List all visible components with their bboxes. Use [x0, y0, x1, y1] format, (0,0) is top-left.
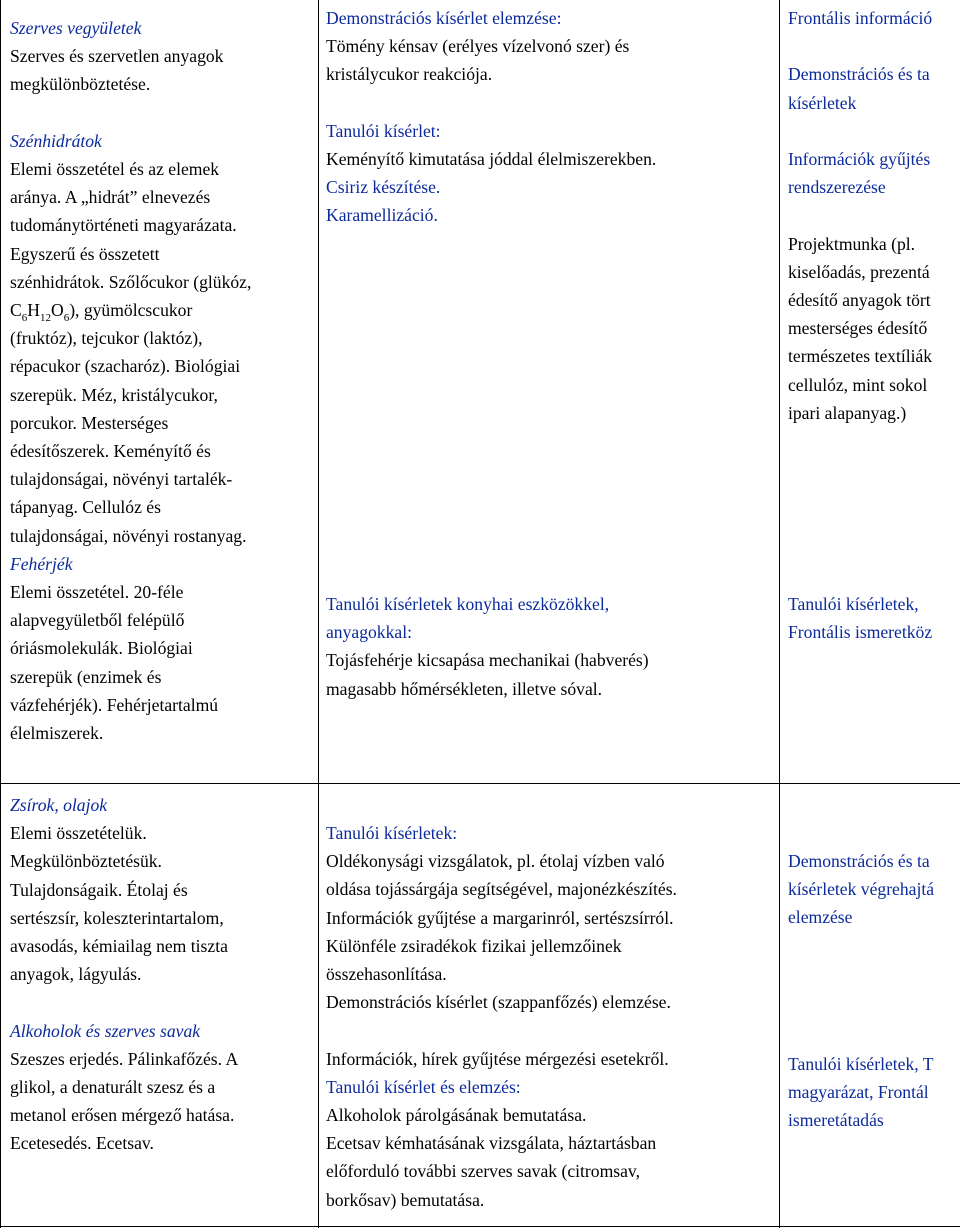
text-line: ismeretátadás [788, 1110, 884, 1131]
text-line: Tanulói kísérlet és elemzés: [326, 1076, 521, 1097]
text-line: glikol, a denaturált szesz és a [10, 1077, 216, 1098]
text-line: porcukor. Mesterséges [10, 412, 169, 433]
row-divider [0, 783, 960, 784]
text-line: szénhidrátok. Szőlőcukor (glükóz, [10, 271, 252, 292]
text-line: anyagokkal: [326, 622, 412, 643]
text-line: Szeszes erjedés. Pálinkafőzés. A [10, 1048, 239, 1069]
text-line: oldása tojássárgája segítségével, majonézkészítés. [326, 879, 677, 900]
text-line: megkülönböztetése. [10, 74, 151, 95]
text-line: Tanulói kísérletek: [326, 823, 458, 843]
text-line: Ecetsav kémhatásának vizsgálata, háztartásban [326, 1133, 657, 1154]
text-line: kísérletek [788, 92, 857, 113]
text-line: cellulóz, mint sokol [788, 374, 928, 395]
text-line: Frontális információ [788, 8, 933, 28]
text-line: vázfehérjék). Fehérjetartalmú [10, 694, 219, 715]
text-line: Alkoholok párolgásának bemutatása. [326, 1105, 587, 1126]
heading-alkoholok: Alkoholok és szerves savak [10, 1020, 201, 1041]
text-line: kiselőadás, prezentá [788, 261, 930, 282]
text-line: Demonstrációs kísérlet (szappanfőzés) elemzése. [326, 992, 671, 1013]
text-line: aránya. A „hidrát” elnevezés [10, 187, 211, 208]
text-line: Információk gyűjtése a margarinról, sertészsírról. [326, 907, 674, 928]
text-line: Elemi összetétel. 20-féle [10, 582, 184, 603]
text-line: mesterséges édesítő [788, 318, 928, 339]
column-divider-1 [318, 0, 319, 1228]
text-line: Különféle zsiradékok fizikai jellemzőinek [326, 935, 622, 956]
text-line: Demonstrációs és ta [788, 851, 930, 871]
text-line: összehasonlítása. [326, 964, 447, 985]
row1-methods-cell-bottom [788, 590, 960, 646]
text-line: Elemi összetétel és az elemek [10, 159, 220, 179]
text-line: Tanulói kísérletek, T [788, 1054, 934, 1074]
row1-activities-cell-bottom [326, 590, 781, 703]
text-line: borkősav) bemutatása. [326, 1189, 485, 1210]
row2-activities-cell [326, 819, 781, 1214]
text-line: szerepük. Méz, kristálycukor, [10, 384, 218, 405]
text-line: Tulajdonságaik. Étolaj és [10, 879, 188, 900]
text-line: Tanulói kísérletek konyhai eszközökkel, [326, 594, 610, 614]
row1-topics-cell [10, 14, 315, 747]
text-line: Információk gyűjtés [788, 148, 931, 169]
heading-szerves-vegyuletek: Szerves vegyületek [10, 18, 142, 38]
text-line: édesítő anyagok tört [788, 289, 931, 310]
text-line: ipari alapanyag.) [788, 402, 907, 423]
text-line: metanol erősen mérgező hatása. [10, 1105, 235, 1126]
text-line: Tömény kénsav (erélyes vízelvonó szer) és [326, 36, 630, 57]
text-line: magasabb hőmérsékleten, illetve sóval. [326, 678, 603, 699]
text-line: Megkülönböztetésük. [10, 851, 162, 872]
heading-zsirok-olajok: Zsírok, olajok [10, 795, 108, 815]
text-line: élelmiszerek. [10, 723, 104, 744]
text-line: Tanulói kísérlet: [326, 120, 441, 141]
text-line: tulajdonságai, növényi rostanyag. [10, 525, 247, 546]
text-line: Oldékonysági vizsgálatok, pl. étolaj vízben való [326, 851, 665, 872]
heading-feherjek: Fehérjék [10, 553, 73, 574]
text-line: Ecetesedés. Ecetsav. [10, 1133, 154, 1154]
text-line: alapvegyületből felépülő [10, 610, 185, 631]
text-line: kristálycukor reakciója. [326, 64, 493, 85]
text-line: tápanyag. Cellulóz és [10, 497, 161, 518]
text-line: szerepük (enzimek és [10, 666, 162, 687]
table-left-border [0, 0, 1, 1228]
text-line: anyagok, lágyulás. [10, 964, 142, 985]
text-line: kísérletek végrehajtá [788, 879, 935, 900]
row1-methods-cell-top [788, 4, 960, 427]
text-line: tudománytörténeti magyarázata. [10, 215, 237, 236]
text-line: (fruktóz), tejcukor (laktóz), [10, 328, 203, 349]
text-line: Egyszerű és összetett [10, 243, 160, 264]
text-line: Karamellizáció. [326, 205, 438, 226]
text-line: Frontális ismeretköz [788, 622, 933, 643]
row2-methods-cell-bottom [788, 1050, 960, 1135]
text-line: répacukor (szacharóz). Biológiai [10, 356, 241, 377]
text-line: Keményítő kimutatása jóddal élelmiszerekben. [326, 149, 657, 169]
row2-topics-cell [10, 791, 315, 1158]
text-line: Projektmunka (pl. [788, 233, 916, 254]
text-line: édesítőszerek. Keményítő és [10, 441, 211, 462]
row2-methods-cell-top [788, 847, 960, 932]
text-line: természetes textíliák [788, 346, 933, 367]
text-line: Tojásfehérje kicsapása mechanikai (habverés) [326, 650, 649, 671]
text-line: magyarázat, Frontál [788, 1082, 929, 1103]
text-line: óriásmolekulák. Biológiai [10, 638, 193, 659]
text-line: előforduló további szerves savak (citromsav, [326, 1161, 640, 1182]
table-bottom-border [0, 1226, 960, 1227]
text-line: Szerves és szervetlen anyagok [10, 46, 224, 67]
text-line: Információk, hírek gyűjtése mérgezési esetekről. [326, 1048, 669, 1069]
text-line: avasodás, kémiailag nem tiszta [10, 936, 228, 957]
text-line: rendszerezése [788, 177, 886, 198]
text-line: sertészsír, koleszterintartalom, [10, 907, 224, 928]
text-line: Demonstrációs és ta [788, 64, 930, 85]
text-line: Elemi összetételük. [10, 823, 147, 844]
text-line: Tanulói kísérletek, [788, 594, 919, 614]
text-line: elemzése [788, 907, 853, 928]
heading-szenhidratok: Szénhidrátok [10, 130, 102, 151]
text-line: Csiriz készítése. [326, 177, 441, 198]
glucose-formula-line: $C_6H_{12}O_6$), gyümölcscukor [10, 300, 193, 325]
text-line: tulajdonságai, növényi tartalék- [10, 469, 233, 490]
text-line: Demonstrációs kísérlet elemzése: [326, 8, 562, 28]
row1-activities-cell-top [326, 4, 781, 230]
